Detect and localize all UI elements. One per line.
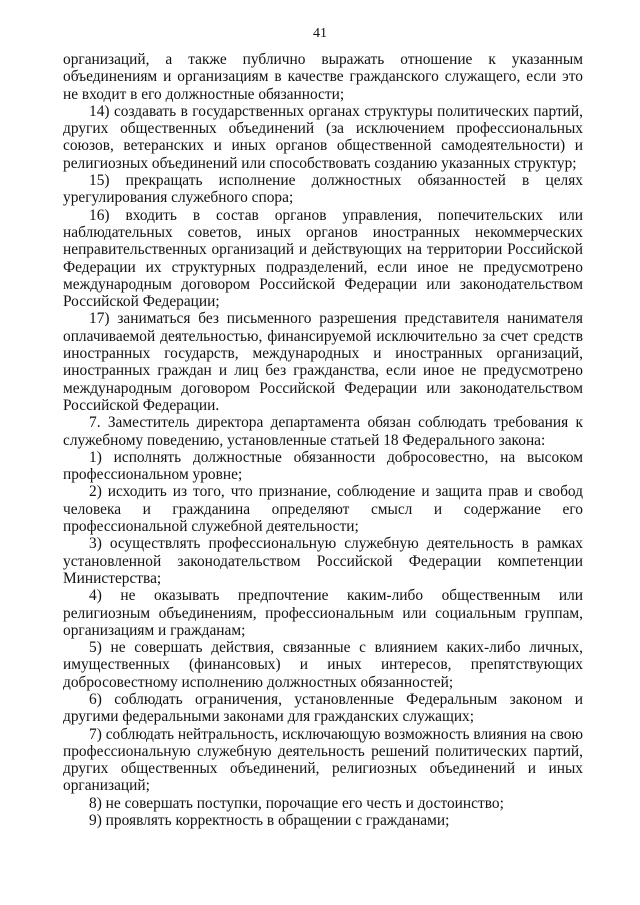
paragraph: 3) осуществлять профессиональную служебную деятельность в рамках установленной законодательством Российской Федерации компетенции Министерства; [63,535,583,587]
paragraph: 9) проявлять корректность в обращении с гражданами; [89,812,450,830]
paragraph: 17) заниматься без письменного разрешения представителя нанимателя оплачиваемой деятельностью, финансируемой исключительно за счет средств иностранных государств, международных и иностранных организаций, иностранных граждан и лиц без гражданства, если иное не предусмотрено международным договором Российской Федерации или законодательством Российской Федерации. [63,310,583,414]
paragraph: 14) создавать в государственных органах структуры политических партий, других общественных объединений (за исключением профессиональных союзов, ветеранских и иных органов общественной самодеятельности) и религиозных объединений или способствовать созданию указанных структур; [63,102,583,172]
paragraph: 6) соблюдать ограничения, установленные Федеральным законом и другими федеральными законами для гражданских служащих; [63,690,583,726]
paragraph: 2) исходить из того, что признание, соблюдение и защита прав и свобод человека и гражданина определяют смысл и содержание его профессиональной служебной деятельности; [63,483,583,536]
paragraph: 1) исполнять должностные обязанности добросовестно, на высоком профессиональном уровне; [63,448,583,484]
paragraph: организаций, а также публично выражать отношение к указанным объединениям и организациям в качестве гражданского служащего, если это не входит в его должностные обязанности; [63,51,583,103]
paragraph: 5) не совершать действия, связанные с влиянием каких-либо личных, имущественных (финансовых) и иных интересов, препятствующих добросовестному исполнению должностных обязанностей; [63,639,583,691]
document-body [63,51,583,829]
paragraph: 7) соблюдать нейтральность, исключающую возможность влияния на свою профессиональную служебную деятельность решений политических партий, других общественных объединений, религиозных объединений и иных организаций; [63,725,583,795]
paragraph: 4) не оказывать предпочтение каким-либо общественным или религиозным объединениям, профессиональным или социальным группам, организациям и гражданам; [63,587,583,639]
paragraph: 7. Заместитель директора департамента обязан соблюдать требования к служебному поведению, установленные статьей 18 Федерального закона: [63,414,583,449]
paragraph: 15) прекращать исполнение должностных обязанностей в целях урегулирования служебного спора; [63,172,583,207]
paragraph: 8) не совершать поступки, порочащие его честь и достоинство; [89,794,504,812]
paragraph: 16) входить в состав органов управления, попечительских или наблюдательных советов, иных органов иностранных некоммерческих неправительственных организаций и действующих на территории Российской Федерации их структурных подразделений, если иное не предусмотрено международным договором Российской Федерации или законодательством Российской Федерации; [63,206,583,311]
page-number: 41 [313,26,327,41]
